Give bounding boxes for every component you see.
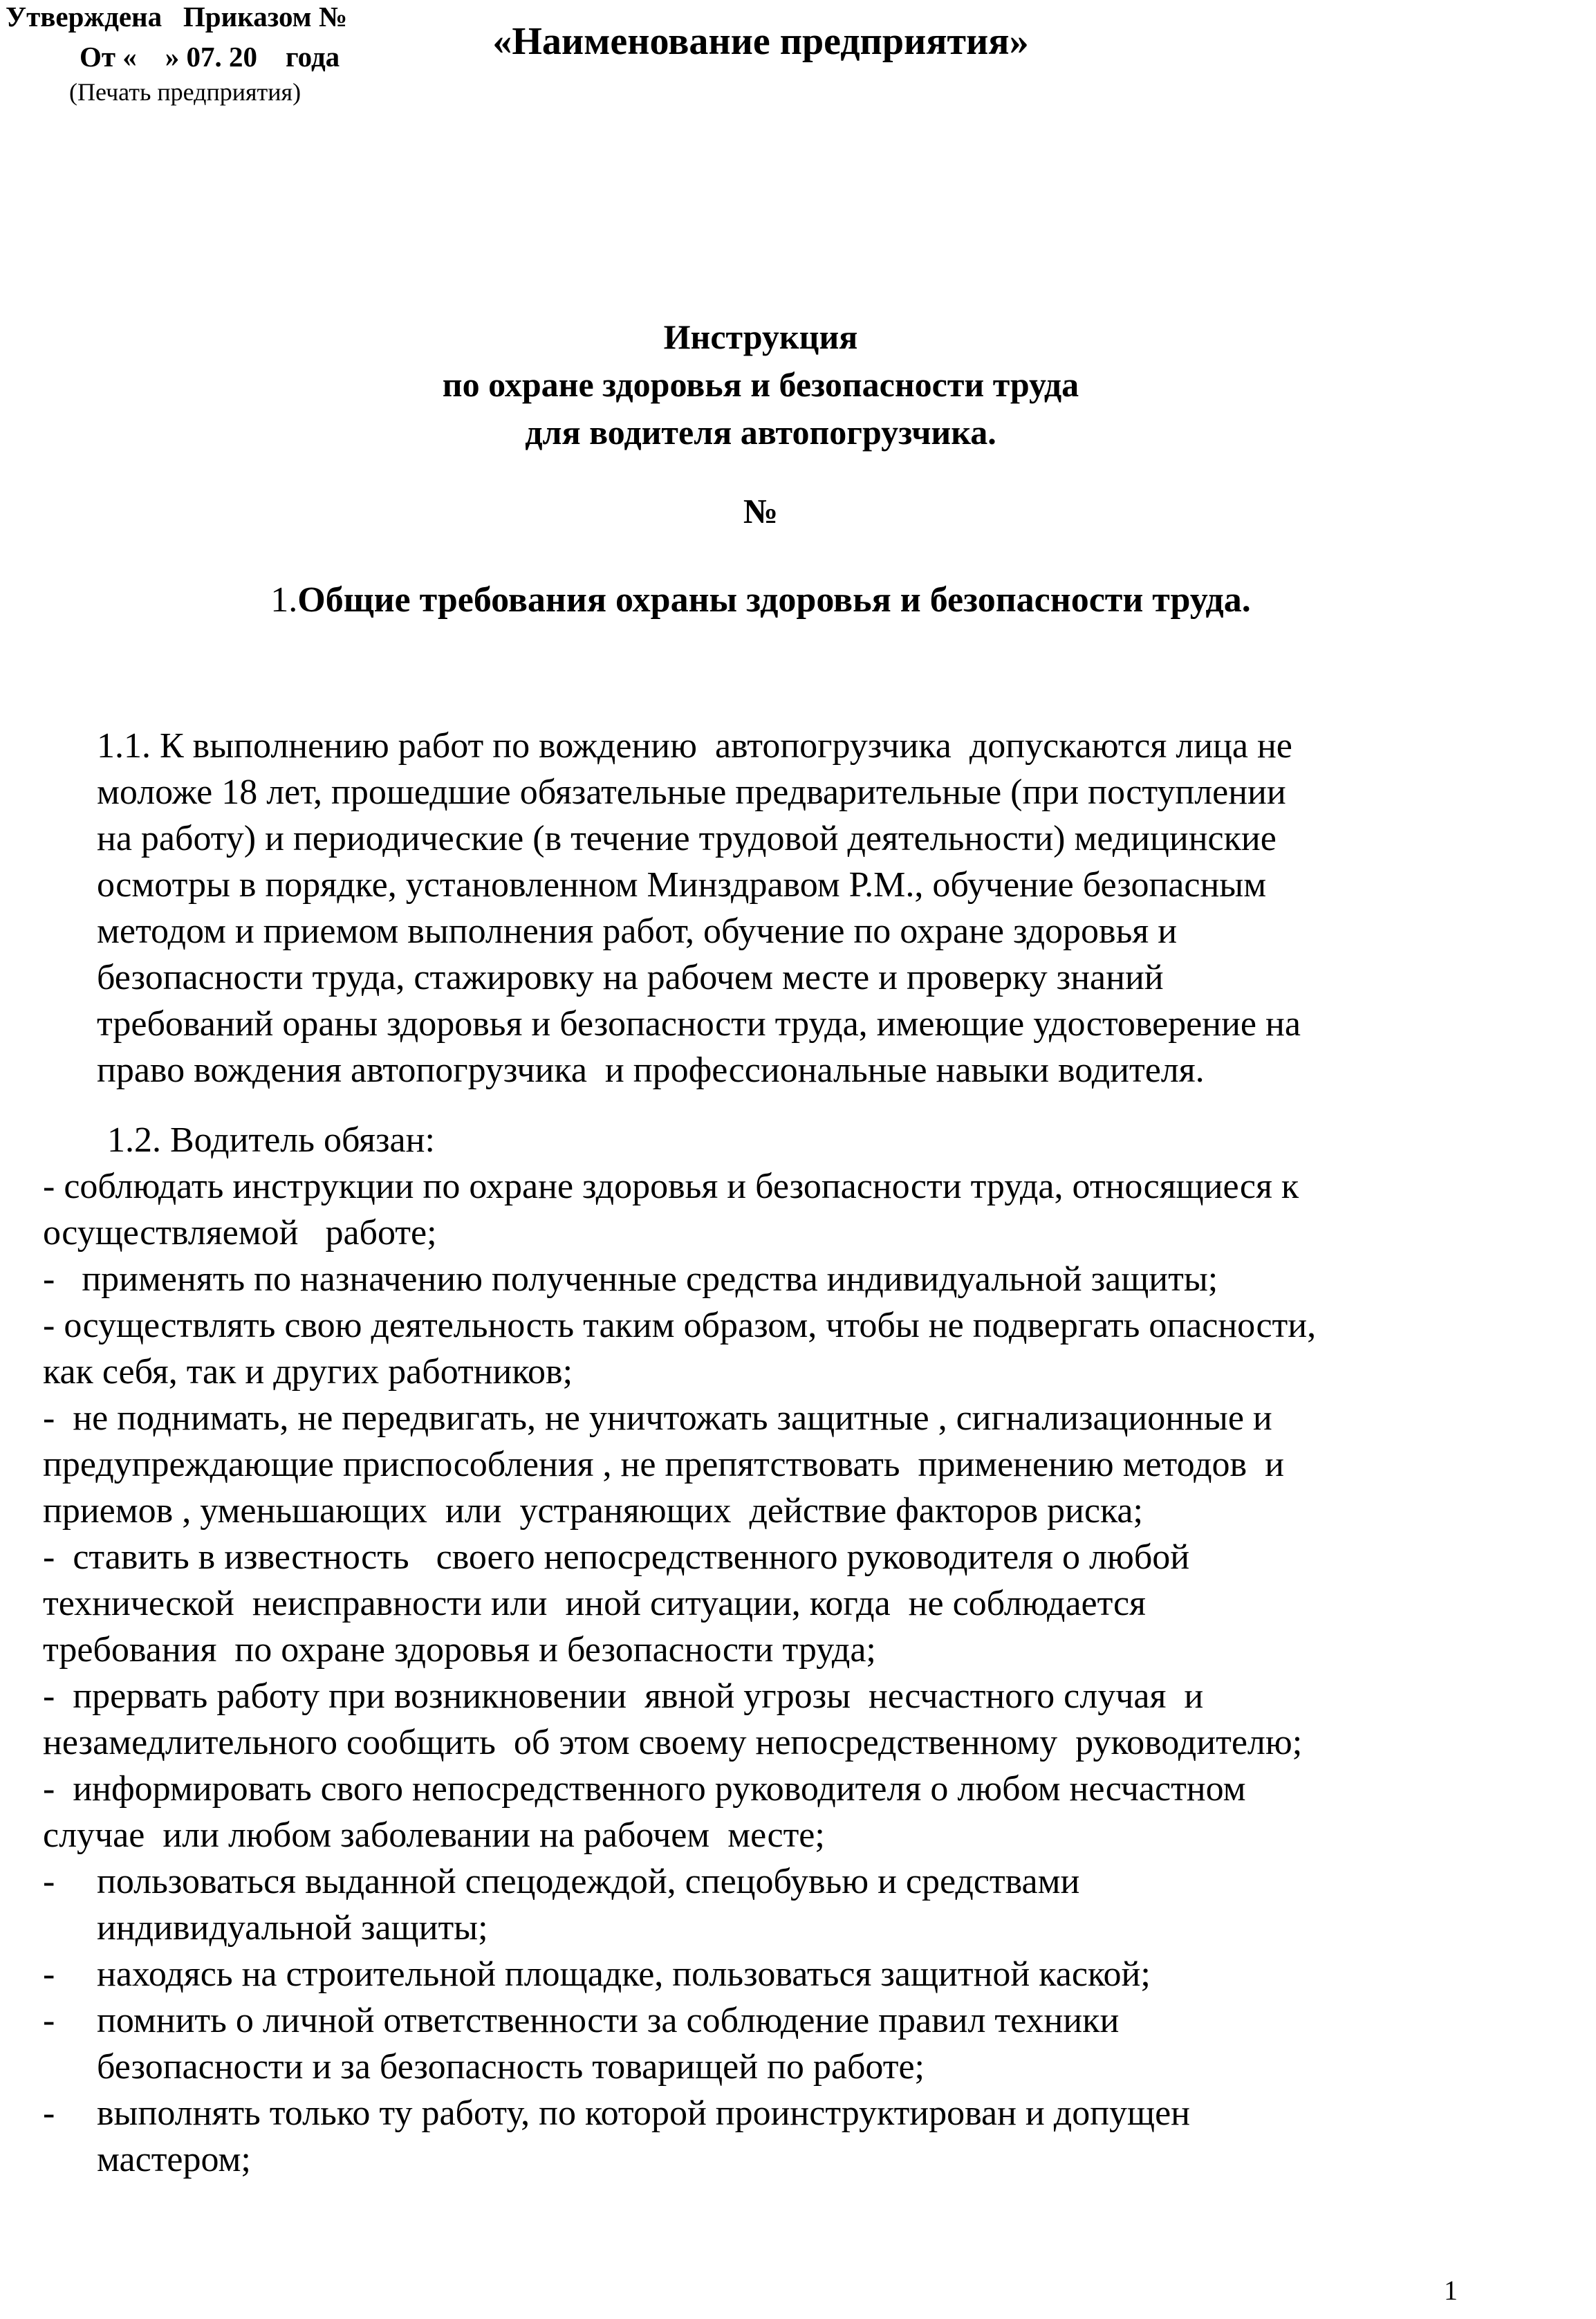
duty-line: - прервать работу при возникновении явной угрозы несчастного случая и	[43, 1676, 1204, 1716]
dash-item-line: находясь на строительной площадке, пользоваться защитной каской;	[97, 1955, 1151, 1994]
dash-item-line: пользоваться выданной спецодеждой, спецобувью и средствами	[97, 1862, 1080, 1901]
dash-list-item	[43, 1951, 1190, 1997]
document-number-sign: №	[743, 492, 779, 530]
duty-line: незамедлительного сообщить об этом своему непосредственному руководителю;	[43, 1723, 1303, 1762]
dash-list-item	[43, 2090, 1190, 2183]
duty-line: случае или любом заболевании на рабочем месте;	[43, 1816, 825, 1855]
paragraph-line: моложе 18 лет, прошедшие обязательные предварительные (при поступлении	[97, 773, 1286, 812]
dash-item-line: индивидуальной защиты;	[97, 1908, 488, 1948]
paragraph-line: требований ораны здоровья и безопасности труда, имеющие удостоверение на	[97, 1004, 1301, 1044]
dash-item-line: выполнять только ту работу, по которой проинструктирован и допущен	[97, 2094, 1190, 2133]
paragraph-line: методом и приемом выполнения работ, обучение по охране здоровья и	[97, 912, 1178, 951]
dash-list-item	[43, 1858, 1190, 1951]
document-subtitle-2: для водителя автопогрузчика.	[525, 413, 996, 452]
duty-line: - соблюдать инструкции по охране здоровья и безопасности труда, относящиеся к	[43, 1167, 1299, 1206]
dash-bullet: -	[43, 1862, 55, 1901]
dash-item-line: безопасности и за безопасность товарищей по работе;	[97, 2047, 925, 2087]
dash-list	[43, 1858, 1190, 2183]
section-1-heading	[0, 580, 1521, 620]
duties-list	[43, 1163, 1316, 1858]
duty-line: требования по охране здоровья и безопасности труда;	[43, 1630, 876, 1670]
paragraph-line: 1.1. К выполнению работ по вождению автопогрузчика допускаются лица не	[97, 726, 1292, 766]
duty-line: как себя, так и других работников;	[43, 1352, 573, 1392]
duty-line: - информировать свого непосредственного руководителя о любом несчастном	[43, 1769, 1246, 1809]
approval-stamp-line: (Печать предприятия)	[69, 78, 301, 106]
paragraph-line: осмотры в порядке, установленном Минздравом Р.М., обучение безопасным	[97, 865, 1267, 905]
approval-date-line: От « » 07. 20 года	[80, 41, 340, 73]
dash-bullet: -	[43, 2094, 55, 2133]
page-number: 1	[1444, 2275, 1458, 2306]
duty-line: предупреждающие приспособления , не препятствовать применению методов и	[43, 1445, 1284, 1484]
paragraph-1-1	[97, 723, 1301, 1093]
duty-line: технической неисправности или иной ситуации, когда не соблюдается	[43, 1584, 1146, 1623]
approval-order-line: Утверждена Приказом №	[6, 1, 348, 33]
duty-line: приемов , уменьшающих или устраняющих действие факторов риска;	[43, 1491, 1143, 1531]
company-name: «Наименование предприятия»	[492, 20, 1029, 63]
duty-line: - ставить в известность своего непосредственного руководителя о любой	[43, 1537, 1190, 1577]
duty-line: осуществляемой работе;	[43, 1213, 437, 1253]
paragraph-line: право вождения автопогрузчика и профессиональные навыки водителя.	[97, 1051, 1205, 1090]
section-number: 1.	[270, 580, 298, 620]
section-title: Общие требования охраны здоровья и безопасности труда.	[297, 580, 1251, 620]
paragraph-line: безопасности труда, стажировку на рабочем месте и проверку знаний	[97, 958, 1164, 997]
dash-bullet: -	[43, 1955, 55, 1994]
document-subtitle-1: по охране здоровья и безопасности труда	[442, 365, 1079, 404]
dash-bullet: -	[43, 2001, 55, 2040]
duty-line: - применять по назначению полученные средства индивидуальной защиты;	[43, 1259, 1218, 1299]
document-title: Инструкция	[663, 317, 858, 356]
dash-item-line: помнить о личной ответственности за соблюдение правил техники	[97, 2001, 1120, 2040]
paragraph-line: на работу) и периодические (в течение трудовой деятельности) медицинские	[97, 819, 1277, 858]
dash-item-line: мастером;	[97, 2140, 251, 2179]
duty-line: - не поднимать, не передвигать, не уничтожать защитные , сигнализационные и	[43, 1398, 1272, 1438]
dash-list-item	[43, 1997, 1190, 2090]
paragraph-1-2-intro: 1.2. Водитель обязан:	[107, 1120, 435, 1160]
duty-line: - осуществлять свою деятельность таким образом, чтобы не подвергать опасности,	[43, 1306, 1317, 1345]
